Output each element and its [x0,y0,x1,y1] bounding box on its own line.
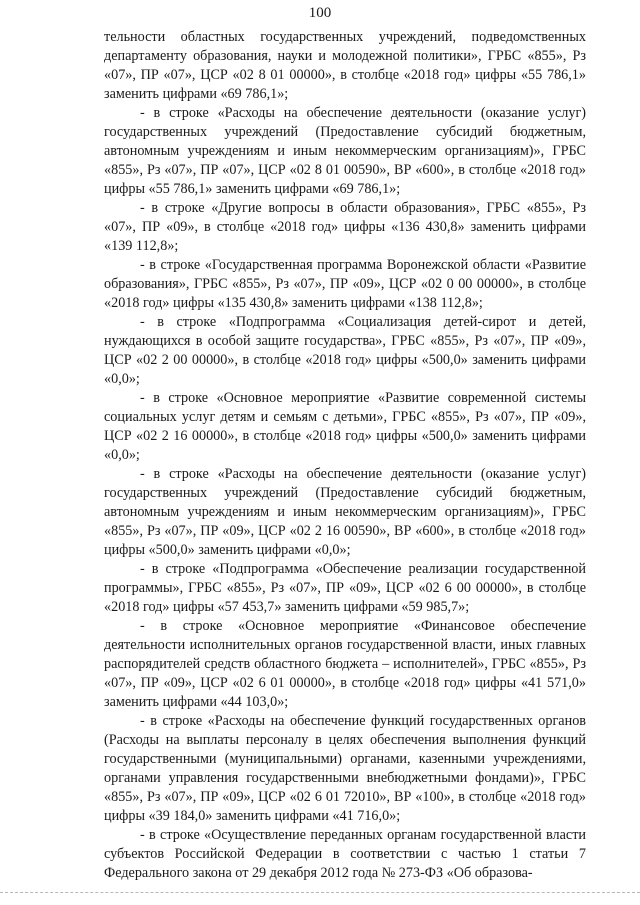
paragraph-10: - в строке «Расходы на обеспечение функций государственных органов (Расходы на выплаты персоналу в целях обеспечения выполнения функций государственными (муниципальными) органами, казенными учреждениями, органами управления государственными внебюджетными фондами)», ГРБС «855», Рз «07», ПР «09», ЦСР «02 6 01 72010», ВР «100», в столбце «2018 год» цифры «39 184,0» заменить цифрами «41 716,0»; [104,713,586,824]
document-body [104,28,586,883]
paragraph-11: - в строке «Осуществление переданных органам государственной власти субъектов Российской Федерации в соответствии с частью 1 статьи 7 Федерального закона от 29 декабря 2012 года № 273-ФЗ «Об образова- [104,827,586,881]
page-number: 100 [308,5,332,21]
paragraph-6: - в строке «Основное мероприятие «Развитие современной системы социальных услуг детям и семьям с детьми», ГРБС «855», Рз «07», ПР «09», ЦСР «02 2 16 00000», в столбце «2018 год» цифры «500,0» заменить цифрами «0,0»; [104,390,586,463]
paragraph-3: - в строке «Другие вопросы в области образования», ГРБС «855», Рз «07», ПР «09», в столбце «2018 год» цифры «136 430,8» заменить цифрами «139 112,8»; [104,200,586,254]
paragraph-4: - в строке «Государственная программа Воронежской области «Развитие образования», ГРБС «855», Рз «07», ПР «09», ЦСР «02 0 00 00000», в столбце «2018 год» цифры «135 430,8» заменить цифрами «138 112,8»; [104,257,586,311]
page-bottom-divider [0,892,640,893]
paragraph-5: - в строке «Подпрограмма «Социализация детей-сирот и детей, нуждающихся в особой защите государства», ГРБС «855», Рз «07», ПР «09», ЦСР «02 2 00 00000», в столбце «2018 год» цифры «500,0» заменить цифрами «0,0»; [104,314,586,387]
paragraph-8: - в строке «Подпрограмма «Обеспечение реализации государственной программы», ГРБС «855», Рз «07», ПР «09», ЦСР «02 6 00 00000», в столбце «2018 год» цифры «57 453,7» заменить цифрами «59 985,7»; [104,561,586,615]
paragraph-1: тельности областных государственных учреждений, подведомственных департаменту образования, науки и молодежной политики», ГРБС «855», Рз «07», ПР «07», ЦСР «02 8 01 00000», в столбце «2018 год» цифры «55 786,1» заменить цифрами «69 786,1»; [104,29,586,102]
paragraph-9: - в строке «Основное мероприятие «Финансовое обеспечение деятельности исполнительных органов государственной власти, иных главных распорядителей средств областного бюджета – исполнителей», ГРБС «855», Рз «07», ПР «09», ЦСР «02 6 01 00000», в столбце «2018 год» цифры «41 571,0» заменить цифрами «44 103,0»; [104,618,586,710]
paragraph-7: - в строке «Расходы на обеспечение деятельности (оказание услуг) государственных учреждений (Предоставление субсидий бюджетным, автономным учреждениям и иным некоммерческим организациям)», ГРБС «855», Рз «07», ПР «09», ЦСР «02 2 16 00590», ВР «600», в столбце «2018 год» цифры «500,0» заменить цифрами «0,0»; [104,466,586,558]
paragraph-2: - в строке «Расходы на обеспечение деятельности (оказание услуг) государственных учреждений (Предоставление субсидий бюджетным, автономным учреждениям и иным некоммерческим организациям)», ГРБС «855», Рз «07», ПР «07», ЦСР «02 8 01 00590», ВР «600», в столбце «2018 год» цифры «55 786,1» заменить цифрами «69 786,1»; [104,105,586,197]
